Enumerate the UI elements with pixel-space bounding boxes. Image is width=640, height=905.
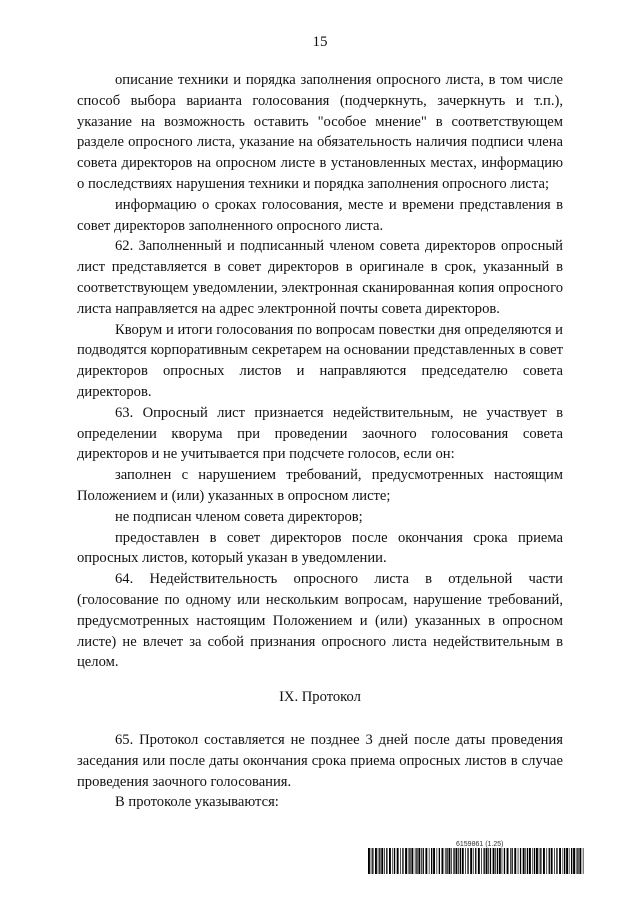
paragraph: описание техники и порядка заполнения опросного листа, в том числе способ выбора варианта голосования (подчеркнуть, зачеркнуть и т.п.), указание на возможность оставить "особое мнение" в соответствующем разделе опросного листа, указание на обязательность наличия подписи члена совета директоров на опросном листе в установленных местах, информацию о последствиях нарушения техники и порядка заполнения опросного листа; (77, 72, 563, 192)
paragraph: 63. Опросный лист признается недействительным, не участвует в определении кворума при проведении заочного голосования совета директоров и не учитывается при подсчете голосов, если он: (77, 404, 563, 463)
paragraph: 62. Заполненный и подписанный членом совета директоров опросный лист представляется в совет директоров в оригинале в срок, указанный в соответствующем уведомлении, электронная сканированная копия опросного листа направляется на адрес электронной почты совета директоров. (77, 238, 563, 317)
document-code: 6159861 (1.25) (456, 841, 504, 848)
paragraph: В протоколе указываются: (115, 794, 279, 811)
paragraph: 64. Недействительность опросного листа в отдельной части (голосование по одному или нескольким вопросам, нарушение требований, предусмотренных настоящим Положением и (или) указанных в опросном листе) не влечет за собой признания опросного листа недействительным в целом. (77, 571, 563, 671)
paragraph: Кворум и итоги голосования по вопросам повестки дня определяются и подводятся корпоративным секретарем на основании представленных в совет директоров опросных листов и направляются председателю совета директоров. (77, 321, 563, 400)
document-body (77, 70, 563, 813)
paragraph: информацию о сроках голосования, месте и времени представления в совет директоров заполненного опросного листа. (77, 196, 563, 234)
paragraph: заполнен с нарушением требований, предусмотренных настоящим Положением и (или) указанных в опросном листе; (77, 467, 563, 504)
page-number: 15 (312, 34, 328, 50)
section-heading: IX. Протокол (279, 689, 361, 706)
paragraph: 65. Протокол составляется не позднее 3 дней после даты проведения заседания или после даты окончания срока приема опросных листов в случае проведения заочного голосования. (77, 731, 563, 790)
paragraph: предоставлен в совет директоров после окончания срока приема опросных листов, который указан в уведомлении. (77, 529, 563, 567)
barcode-icon (368, 848, 586, 874)
paragraph: не подписан членом совета директоров; (115, 508, 363, 525)
